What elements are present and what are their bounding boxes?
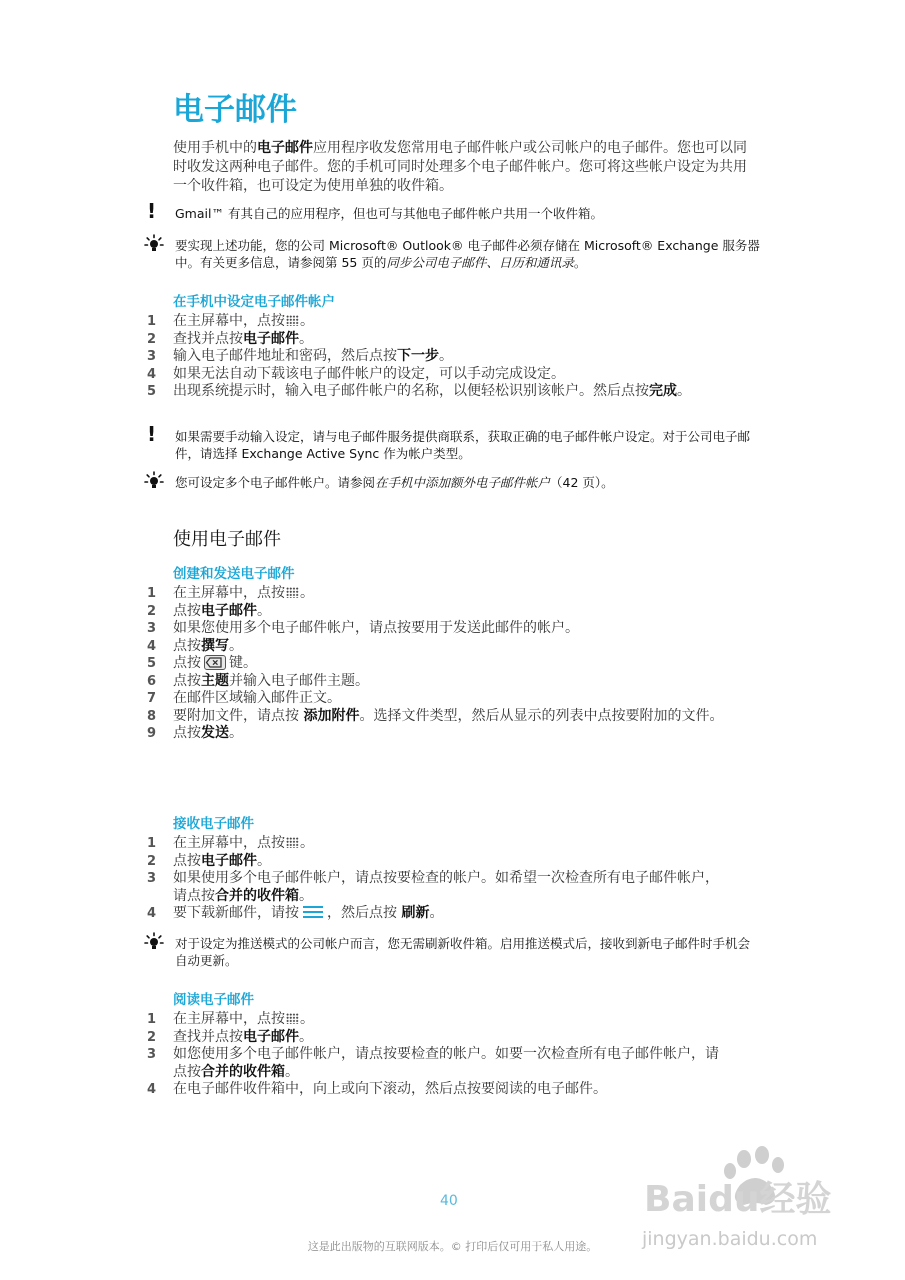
note-multiple-accounts: 您可设定多个电子邮件帐户。请参阅在手机中添加额外电子邮件帐户（42 页）。 [175, 475, 614, 490]
create-steps [147, 585, 722, 743]
link-add-extra-account[interactable]: 在手机中添加额外电子邮件帐户 [375, 475, 551, 490]
list-item: 9 点按发送。 [147, 725, 243, 741]
heading-create-send: 创建和发送电子邮件 [173, 566, 295, 582]
list-item: 2 点按电子邮件。 [147, 602, 271, 619]
read-steps [147, 1011, 722, 1099]
list-item: 4 要下载新邮件，请按 ，然后点按 刷新。 [147, 905, 444, 921]
watermark-brand: Baidu经验 [644, 1179, 832, 1220]
apps-grid-icon [286, 315, 299, 326]
list-item: 1 在主屏幕中，点按 。 [147, 585, 314, 601]
page-number: 40 [440, 1193, 458, 1209]
list-item: 2 查找并点按电子邮件。 [147, 330, 313, 347]
list-item: 5 点按 键。 [147, 655, 257, 671]
list-item: 4 在电子邮件收件箱中，向上或向下滚动，然后点按要阅读的电子邮件。 [147, 1081, 607, 1097]
list-item: 4 如果无法自动下载该电子邮件帐户的设定，可以手动完成设定。 [147, 365, 565, 382]
link-sync-corporate[interactable]: 同步公司电子邮件、日历和通讯录 [386, 255, 574, 270]
intro-paragraph: 使用手机中的电子邮件应用程序收发您常用电子邮件帐户或公司帐户的电子邮件。您也可以同时收发这两种电子邮件。您的手机可同时处理多个电子邮件帐户。您可将这些帐户设定为共用一个收件箱，也可设定为使用单独的收件箱。 [173, 140, 747, 194]
tip-bulb-icon [144, 234, 164, 254]
list-item: 3 输入电子邮件地址和密码，然后点按下一步。 [147, 348, 453, 364]
apps-grid-icon [286, 587, 299, 598]
heading-use-email: 使用电子邮件 [173, 529, 281, 550]
list-item: 3 如您使用多个电子邮件帐户，请点按要检查的帐户。如要一次检查所有电子邮件帐户，请点按合并的收件箱。 [147, 1046, 719, 1080]
list-item: 7 在邮件区域输入邮件正文。 [147, 690, 341, 706]
backspace-key-icon [204, 655, 226, 670]
list-item: 1 在主屏幕中，点按 。 [147, 313, 314, 329]
note-exchange: 要实现上述功能，您的公司 Microsoft® Outlook® 电子邮件必须存储在 Microsoft® Exchange 服务器中。有关更多信息，请参阅第 55 页的同步公司电子邮件、日历和通讯录。 [175, 238, 760, 270]
watermark-url: jingyan.baidu.com [642, 1228, 818, 1250]
list-item: 3 如果使用多个电子邮件帐户，请点按要检查的帐户。如希望一次检查所有电子邮件帐户，请点按合并的收件箱。 [147, 870, 719, 904]
setup-steps [147, 313, 722, 401]
note-push-mode: 对于设定为推送模式的公司帐户而言，您无需刷新收件箱。启用推送模式后，接收到新电子邮件时手机会自动更新。 [175, 936, 751, 968]
list-item: 8 要附加文件，请点按 添加附件。选择文件类型，然后从显示的列表中点按要附加的文件。 [147, 707, 724, 724]
heading-setup-account: 在手机中设定电子邮件帐户 [173, 294, 335, 310]
apps-grid-icon [286, 837, 299, 848]
menu-icon [303, 905, 323, 919]
exclamation-icon: ! [147, 422, 157, 446]
note-manual-setup: 如果需要手动输入设定，请与电子邮件服务提供商联系，获取正确的电子邮件帐户设定。对于公司电子邮件，请选择 Exchange Active Sync 作为帐户类型。 [175, 429, 751, 461]
receive-steps [147, 835, 722, 923]
list-item: 6 点按主题并输入电子邮件主题。 [147, 672, 369, 689]
page-title: 电子邮件 [173, 92, 297, 128]
list-item: 4 点按撰写。 [147, 637, 243, 654]
list-item: 1 在主屏幕中，点按 。 [147, 835, 314, 851]
heading-receive: 接收电子邮件 [173, 816, 254, 832]
list-item: 5 出现系统提示时，输入电子邮件帐户的名称，以便轻松识别该帐户。然后点按完成。 [147, 383, 691, 399]
list-item: 2 点按电子邮件。 [147, 852, 271, 869]
list-item: 1 在主屏幕中，点按 。 [147, 1011, 314, 1027]
apps-grid-icon [286, 1013, 299, 1024]
tip-bulb-icon [144, 932, 164, 952]
exclamation-icon: ! [147, 199, 157, 223]
list-item: 3 如果您使用多个电子邮件帐户，请点按要用于发送此邮件的帐户。 [147, 620, 579, 636]
list-item: 2 查找并点按电子邮件。 [147, 1028, 313, 1045]
note-gmail: Gmail™ 有其自己的应用程序，但也可与其他电子邮件帐户共用一个收件箱。 [175, 206, 603, 221]
tip-bulb-icon [144, 471, 164, 491]
footer-copyright: 这是此出版物的互联网版本。© 打印后仅可用于私人用途。 [307, 1240, 598, 1253]
heading-read: 阅读电子邮件 [173, 992, 254, 1008]
